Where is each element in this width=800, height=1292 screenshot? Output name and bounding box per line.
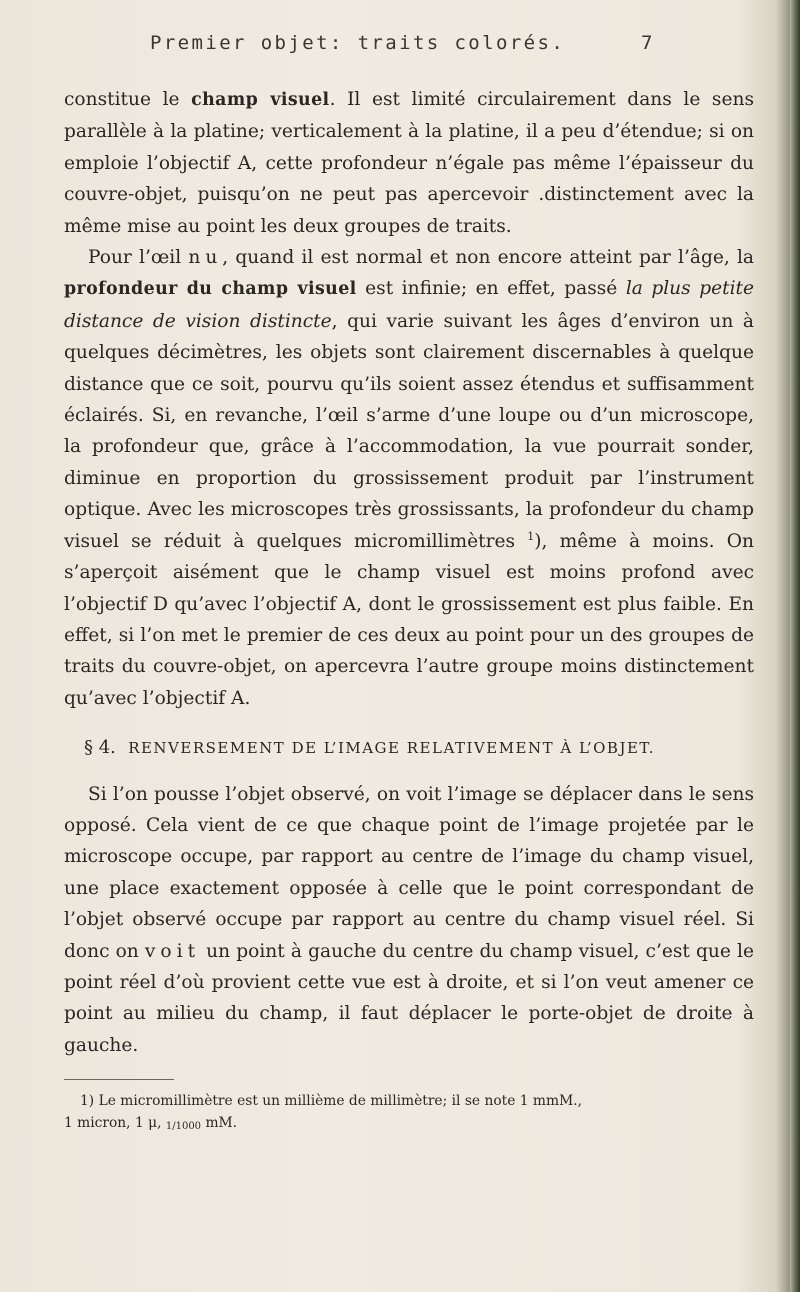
footnote-fraction: 1/1000 [165,1121,202,1133]
spaced-word: voit [144,940,201,962]
body-text [64,84,754,1136]
page-edge [790,0,800,1292]
paragraph-text: , qui varie suivant les âges d’environ un à quelques décimètres, les objets sont clairement discernables à quelque distance que ce soit, pourvu qu’ils soient assez étendus et suffisamment éclairés. Si, en revanche, l’œil s’arme d’une loupe ou d’un microscope, la profondeur que, grâce à l’accommodation, la vue pourrait sonder, diminue en proportion du grossissement produit par l’instrument optique. Avec les microscopes très grossissants, la profondeur du champ visuel se réduit à quelques micromillimètres [64,310,755,552]
footnote-line2-end: mM. [205,1115,238,1132]
spaced-word: nu [188,247,223,269]
page-header [0,32,800,72]
footnote-divider [64,1079,174,1080]
paragraph-text: constitue le [64,89,192,110]
footnote-reference: 1 [527,529,535,543]
paragraph-1 [64,84,754,242]
footnote-marker: 1) [80,1093,95,1110]
paragraph-text: , même à moins. On s’aperçoit aisément que le champ visuel est moins profond avec l’objectif D qu’avec l’objectif A, dont le grossissement est plus faible. En effet, si l’on met le premier de ces deux au point pour un des groupes de traits du couvre-objet, on apercevra l’autre groupe moins distinctement qu’avec l’objectif A. [64,530,754,709]
paragraph-text: Si l’on pousse l’objet observé, on voit l’image se déplacer dans le sens opposé. Cela vient de ce que chaque point de l’image projetée par le microscope occupe, par rapport au centre de l’image du champ visuel, une place exactement opposée à celle que le point correspondant de l’objet observé occupe par rapport au centre du champ visuel réel. Si donc on [64,783,754,962]
running-title: Premier objet: traits colorés. [150,32,566,54]
section-title: RENVERSEMENT DE L’IMAGE RELATIVEMENT À L’OBJET. [128,739,655,758]
paragraph-text: est infinie; en effet, passé [356,278,626,300]
section-number: § 4. [84,737,116,759]
term-profondeur: profondeur du champ visuel [64,279,357,300]
paragraph-text: , quand il est normal et non encore atteint par l’âge, la [222,247,754,269]
paragraph-2: Pour l’œil nu, quand il est normal et non encore atteint par l’âge, la profondeur du champ visuel est infinie; en effet, passé la plus petite distance de vision distincte, qui varie suivant les âges d’environ un à quelques décimètres, les objets sont clairement discernables à quelque distance que ce soit, pourvu qu’ils soient assez étendus et suffisamment éclairés. Si, en revanche, l’œil s’arme d’une loupe ou d’un microscope, la profondeur que, grâce à l’accommodation, la vue pourrait sonder, diminue en proportion du grossissement produit par l’instrument optique. Avec les microscopes très grossissants, la profondeur du champ visuel se réduit à quelques micromillimètres $^1$), même à moins. On s’aperçoit aisément que le champ visuel est moins profond avec l’objectif D qu’avec l’objectif A, dont le grossissement est plus faible. En effet, si l’on met le premier de ces deux au point pour un des groupes de traits du couvre-objet, on apercevra l’autre groupe moins distinctement qu’avec l’objectif A. [64,247,755,709]
paragraph-text: Pour l’œil [88,247,189,269]
italic-phrase: la plus petite distance de vision distincte [64,278,754,332]
footnote-line2-start: 1 micron, 1 μ, [64,1115,162,1132]
paragraph-text: un point à gauche du centre du champ visuel, c’est que le point réel d’où provient cette vue est à droite, et si l’on veut amener ce point au milieu du champ, il faut déplacer le porte-objet de droite à gauche. [64,940,754,1056]
section-heading [64,732,754,764]
page-number: 7 [641,32,653,54]
footnote-text: Le micromillimètre est un millième de millimètre; il se note 1 mmM., [98,1093,582,1110]
footnote-continuation [64,1112,754,1136]
paragraph-text: . Il est limité circulairement dans le sens parallèle à la platine; verticalement à la platine, il a peu d’étendue; si on emploie l’objectif A, cette profondeur n’égale pas même l’épaisseur du couvre-objet, puisqu’on ne peut pas apercevoir .distinctement avec la même mise au point les deux groupes de traits. [64,89,754,237]
footnote [64,1090,754,1112]
term-champ-visuel: champ visuel [191,90,330,110]
paragraph-3 [64,779,754,1062]
